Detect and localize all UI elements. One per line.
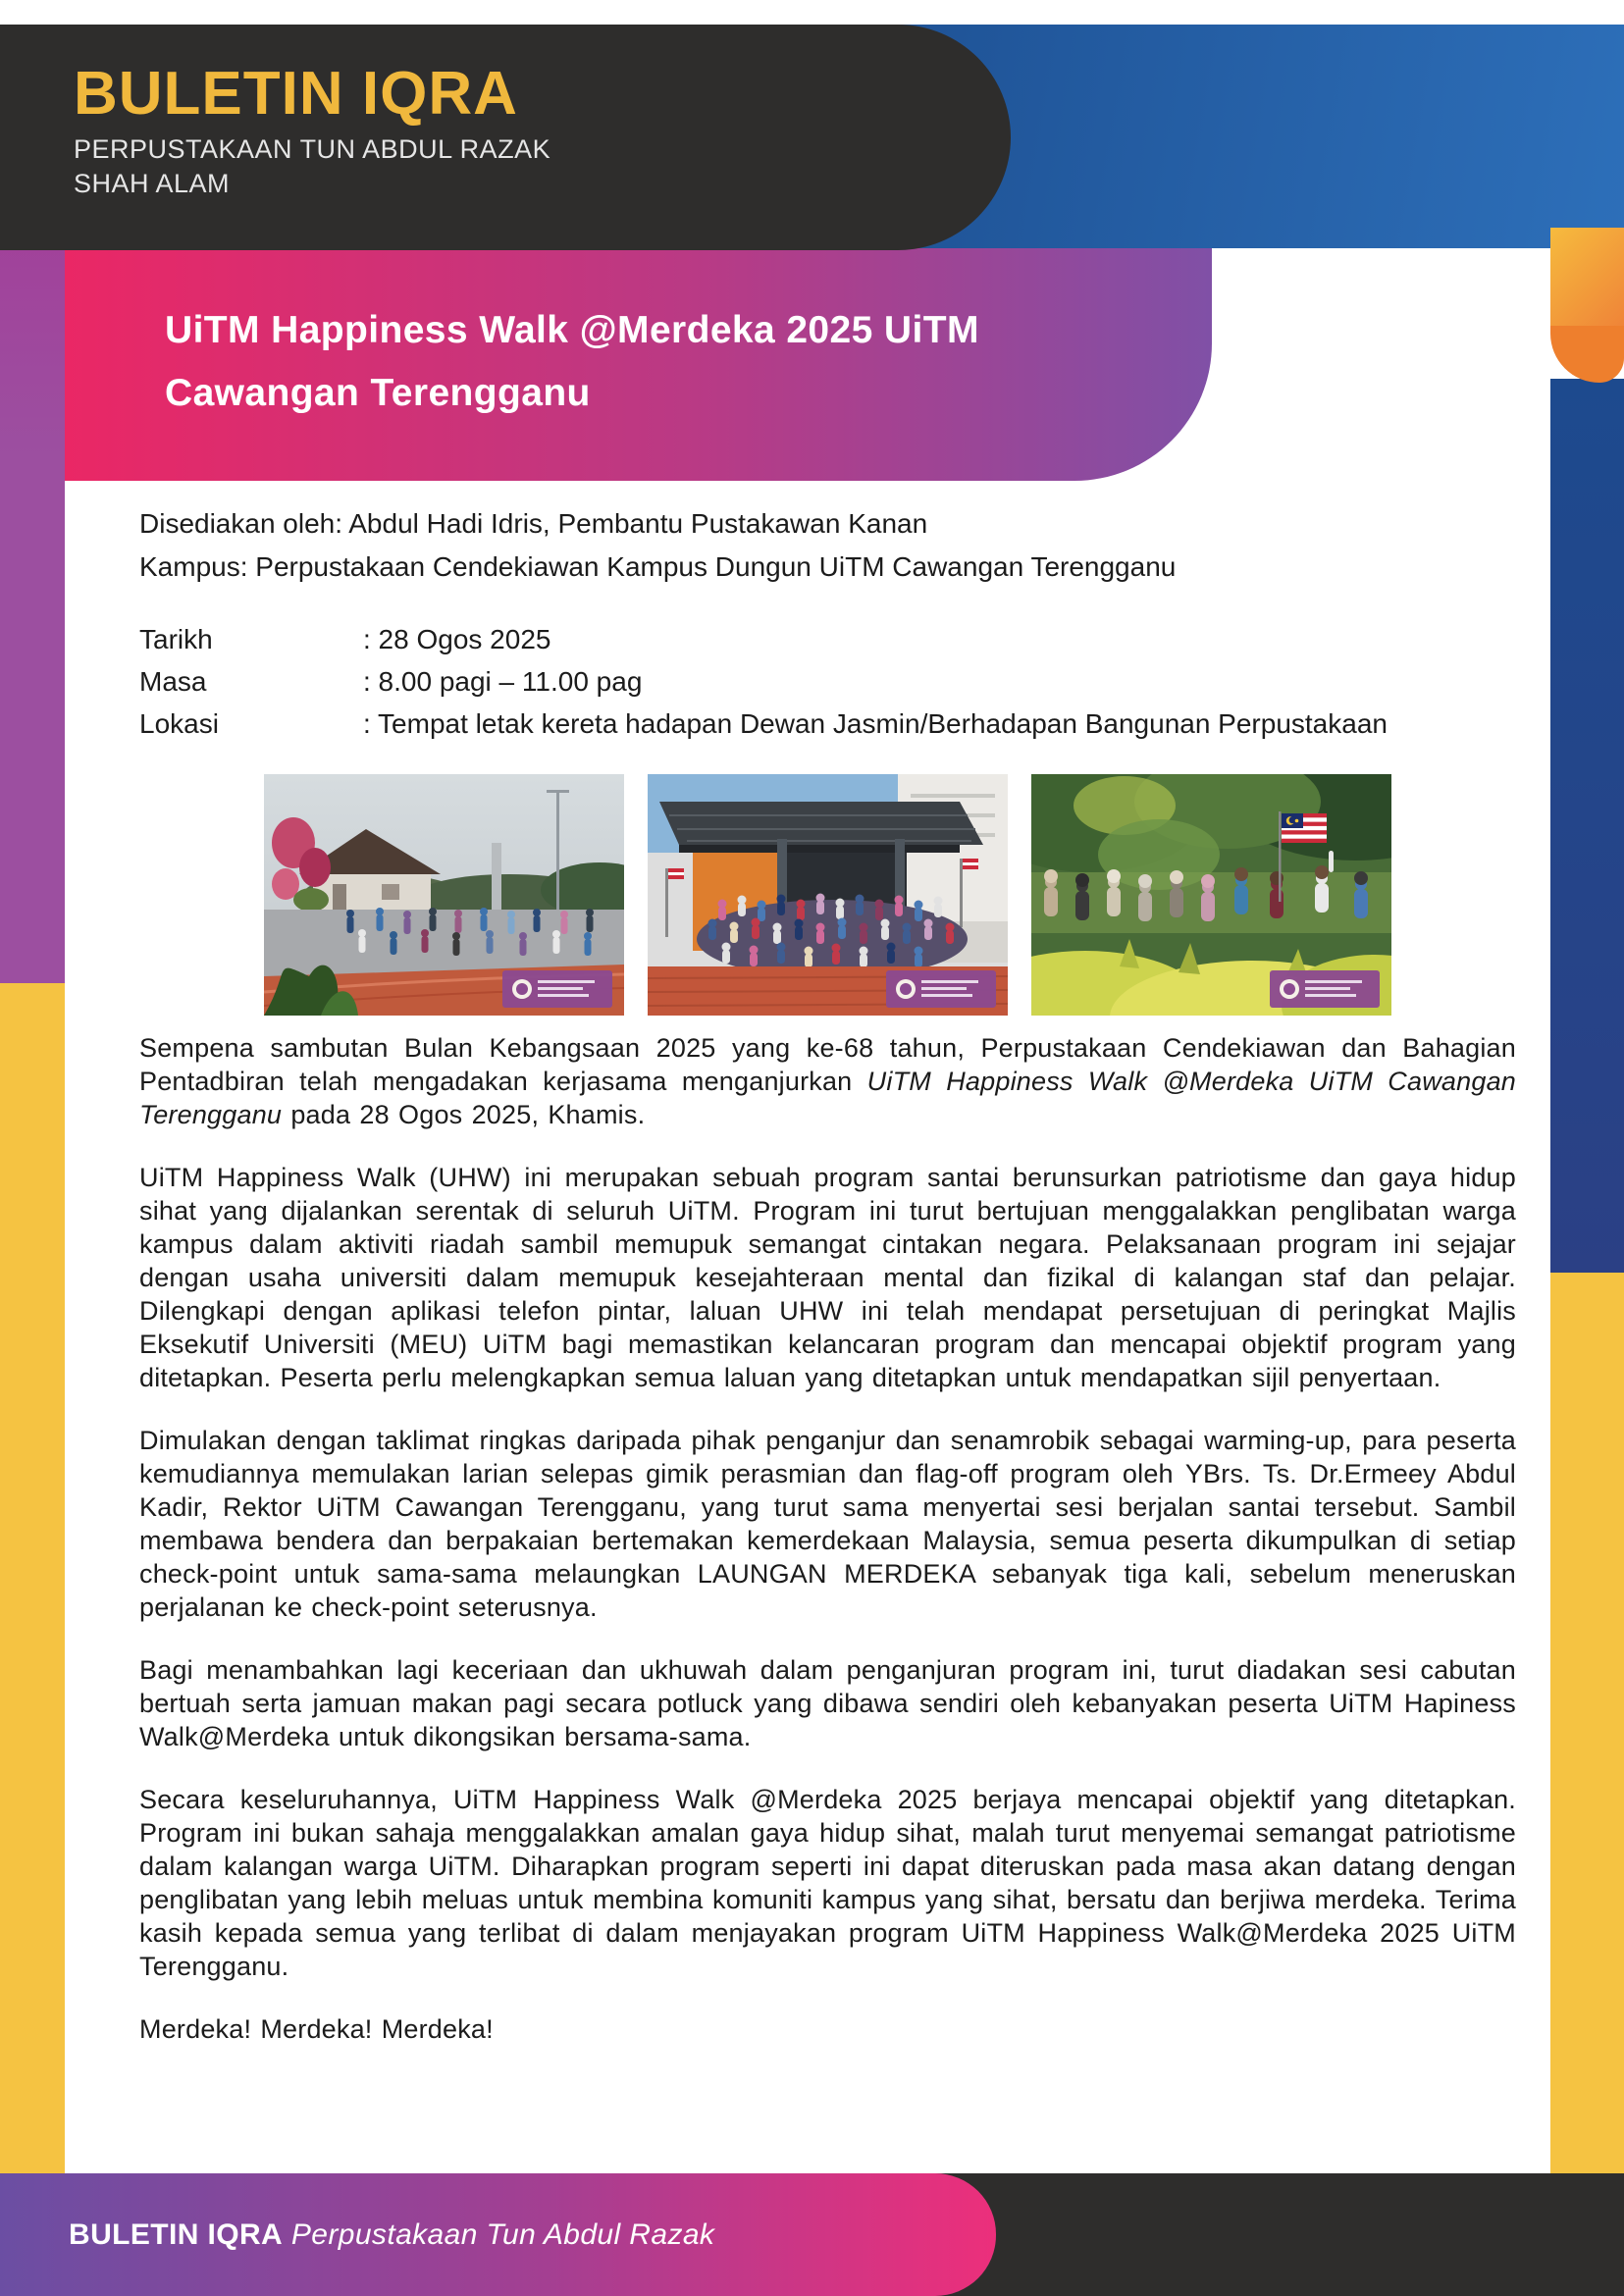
- masthead-subtitle: [74, 132, 1011, 201]
- left-edge-yellow-stripe: [0, 983, 65, 2173]
- masthead-subtitle-line1: PERPUSTAKAAN TUN ABDUL RAZAK: [74, 134, 551, 164]
- right-edge-yellow-stripe: [1550, 1273, 1624, 2173]
- detail-value: : Tempat letak kereta hadapan Dewan Jasmin/Berhadapan Bangunan Perpustakaan: [363, 708, 1388, 739]
- detail-row-location: [139, 703, 1516, 745]
- article-title-line2: Cawangan Terengganu: [165, 372, 591, 414]
- detail-row-date: [139, 618, 1516, 660]
- photo-aerobics-session: [264, 774, 624, 1016]
- paragraph-3: Dimulakan dengan taklimat ringkas daripada pihak penganjur dan senamrobik sebagai warming-up, para peserta kemudiannya memulakan larian selepas gimik perasmian dan flag-off program oleh YBrs. Ts. Dr.Ermeey Abdul Kadir, Rektor UiTM Cawangan Terengganu, yang turut sama menyertai sesi berjalan santai tersebut. Sambil membawa bendera dan berpakaian bertemakan kemerdekaan Malaysia, semua peserta dikumpulkan di setiap check-point untuk sama-sama melaungkan LAUNGAN MERDEKA sebanyak tiga kali, sebelum meneruskan perjalanan ke check-point seterusnya.: [139, 1426, 1516, 1622]
- footer-brand: BULETIN IQRA: [69, 2218, 284, 2251]
- photo-walk-illustration: [1031, 774, 1391, 1016]
- page-footer: [0, 2173, 1624, 2296]
- photo-aerobics-illustration: [264, 774, 624, 1016]
- article-body: [139, 502, 1516, 2046]
- paragraph-2: UiTM Happiness Walk (UHW) ini merupakan sebuah program santai berunsurkan patriotisme dan gaya hidup sihat yang dijalankan serentak di seluruh UiTM. Program ini turut bertujuan menggalakkan penglibatan warga kampus dalam aktiviti riadah sambil memupuk semangat cintakan negara. Pelaksanaan program ini sejajar dengan usaha universiti dalam memupuk kesejahteraan mental dan fizikal di kalangan staf dan pelajar. Dilengkapi dengan aplikasi telefon pintar, laluan UHW ini telah mendapat persetujuan di peringkat Majlis Eksekutif Universiti (MEU) UiTM bagi memastikan kelancaran program dan mencapai objektif program yang ditetapkan. Peserta perlu melengkapkan semua laluan yang ditetapkan untuk mendapatkan sijil penyertaan.: [139, 1163, 1516, 1392]
- masthead-title: BULETIN IQRA: [74, 60, 518, 128]
- paragraph-1-text: Sempena sambutan Bulan Kebangsaan 2025 yang ke-68 tahun, Perpustakaan Cendekiawan dan Bahagian Pentadbiran telah mengadakan kerjasama menganjurkan: [139, 1033, 1516, 1096]
- photo-walk-with-flag: [1031, 774, 1391, 1016]
- detail-label: Lokasi: [139, 708, 219, 739]
- article-paragraphs: [139, 1031, 1516, 2046]
- event-details: [139, 618, 1516, 745]
- detail-label: Tarikh: [139, 624, 213, 654]
- detail-label: Masa: [139, 666, 207, 697]
- detail-value: : 28 Ogos 2025: [363, 624, 551, 654]
- campus-line: Kampus: Perpustakaan Cendekiawan Kampus Dungun UiTM Cawangan Terengganu: [139, 551, 1177, 582]
- article-title-line1: UiTM Happiness Walk @Merdeka 2025 UiTM: [165, 309, 979, 351]
- footer-gradient-bar: [0, 2173, 996, 2296]
- masthead-subtitle-line2: SHAH ALAM: [74, 169, 231, 198]
- paragraph-5: Secara keseluruhannya, UiTM Happiness Walk @Merdeka 2025 berjaya mencapai objektif yang ditetapkan. Program ini bukan sahaja menggalakkan amalan gaya hidup sihat, malah turut menyemai semangat patriotisme dalam kalangan warga UiTM. Diharapkan program seperti ini dapat diteruskan pada masa akan datang dengan penglibatan yang lebih meluas untuk membina komuniti kampus yang sihat, bersatu dan berjiwa merdeka. Terima kasih kepada semua yang terlibat di dalam menjayakan program UiTM Happiness Walk@Merdeka 2025 UiTM Terengganu.: [139, 1785, 1516, 1981]
- paragraph-4: Bagi menambahkan lagi keceriaan dan ukhuwah dalam penganjuran program ini, turut diadakan sesi cabutan bertuah serta jamuan makan pagi secara potluck yang dibawa sendiri oleh kebanyakan peserta UiTM Hapiness Walk@Merdeka untuk dikongsikan bersama-sama.: [139, 1655, 1516, 1751]
- article-title-banner: [65, 248, 1212, 481]
- photo-watermark: [502, 970, 612, 1008]
- masthead: [0, 25, 1011, 250]
- footer-tagline: Perpustakaan Tun Abdul Razak: [283, 2218, 715, 2251]
- paragraph-1: [139, 1031, 1516, 1131]
- paragraph-1-tail: pada 28 Ogos 2025, Khamis.: [282, 1100, 646, 1129]
- right-edge-orange-stripe: [1550, 326, 1624, 383]
- right-edge-orange-gradient-stripe: [1550, 228, 1624, 326]
- footer-text: [69, 2218, 714, 2252]
- photo-group-illustration: [648, 774, 1008, 1016]
- merdeka-line: Merdeka! Merdeka! Merdeka!: [139, 2014, 494, 2044]
- photo-group-building: [648, 774, 1008, 1016]
- detail-row-time: [139, 660, 1516, 703]
- photo-row: [139, 774, 1516, 1016]
- paragraph-1-italic: UiTM Happiness Walk @Merdeka UiTM Cawangan Terengganu: [139, 1067, 1516, 1129]
- right-edge-navy-stripe: [1550, 379, 1624, 1273]
- detail-value: : 8.00 pagi – 11.00 pag: [363, 666, 643, 697]
- photo-watermark: [1270, 970, 1380, 1008]
- photo-watermark: [886, 970, 996, 1008]
- prepared-by-line: Disediakan oleh: Abdul Hadi Idris, Pembantu Pustakawan Kanan: [139, 508, 928, 539]
- article-title: [165, 299, 1212, 425]
